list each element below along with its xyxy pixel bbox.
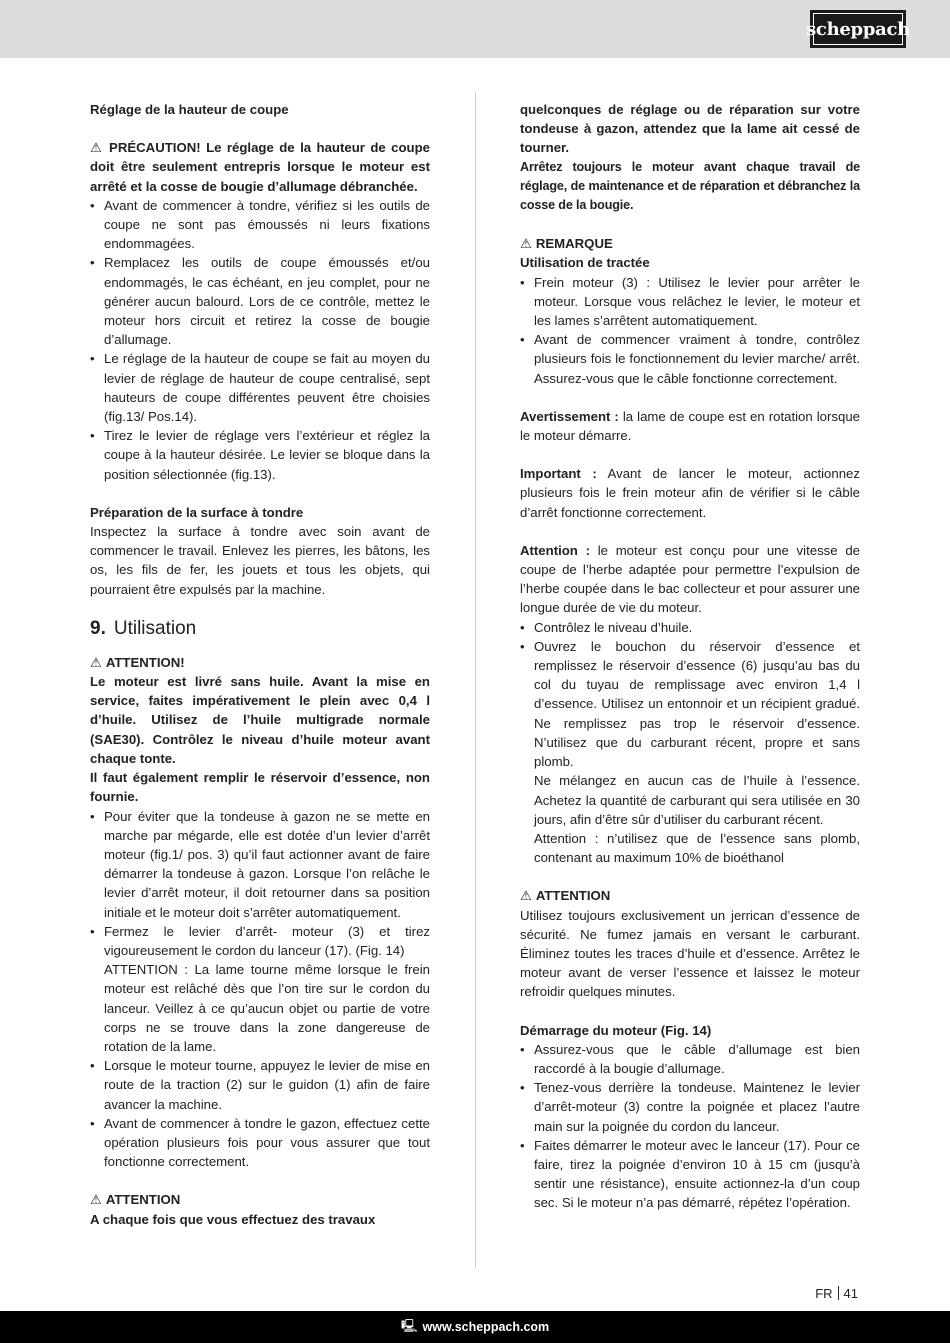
warning-icon: ⚠ xyxy=(520,236,532,252)
left-column xyxy=(90,100,430,1229)
section-title: Utilisation xyxy=(113,617,197,639)
section-heading xyxy=(90,617,430,641)
list-item: • Lorsque le moteur tourne, appuyez le levier de mise en route de la traction (2) sur le guidon (1) afin de faire avancer la machine. xyxy=(90,1056,430,1114)
section-number: 9. xyxy=(90,617,106,639)
list-item: • Faites démarrer le moteur avec le lanceur (17). Pour ce faire, tirez la poignée d’environ 10 à 15 cm (jusqu’à sentir une résistance), ensuite actionnez-la d’un coup sec. Si le moteur n’a pas démarré, répétez l’opération. xyxy=(520,1136,860,1213)
list-item: • Le réglage de la hauteur de coupe se fait au moyen du levier de réglage de hauteur de coupe centralisé, sept hauteurs de coupe différentes peuvent être choisies (fig.13/ Pos.14). xyxy=(90,349,430,426)
list-item: • Avant de commencer vraiment à tondre, contrôlez plusieurs fois le fonctionnement du levier marche/ arrêt. Assurez-vous que le câble fonctionne correctement. xyxy=(520,330,860,388)
bullet-list-usage xyxy=(90,807,430,1172)
stop-engine-text: Arrêtez toujours le moteur avant chaque travail de réglage, de maintenance et de réparation et débranchez la cosse de la bougie. xyxy=(520,159,860,213)
list-item: • Avant de commencer à tondre le gazon, effectuez cette opération plusieurs fois pour vous assurer que tout fonctionne correctement. xyxy=(90,1114,430,1172)
heading-surface-prep: Préparation de la surface à tondre xyxy=(90,504,304,520)
warning-icon: ⚠ xyxy=(90,1192,102,1208)
footer-bar xyxy=(0,1311,950,1343)
brand-logo: scheppach xyxy=(810,10,906,48)
attention-heading: ⚠ ATTENTION xyxy=(520,888,611,904)
list-item: • Ouvrez le bouchon du réservoir d’essence et remplissez le réservoir d’essence (6) jusqu’au bas du col du tuyau de remplissage avec environ 1,4 l d’essence. Utilisez un entonnoir et un récipient gradué. Ne remplissez pas trop le réservoir d’essence. N’utilisez que du carburant récent, propre et sans plomb. Ne mélangez en aucun cas de l’huile à l’essence. Achetez la quantité de carburant qui sera utilisée en 30 jours, afin d’être sûr d’utiliser du carburant récent. Attention : n’utilisez que de l’essence sans plomb, contenant au maximum 10% de bioéthanol xyxy=(520,637,860,867)
right-column xyxy=(520,100,860,1213)
list-item: • Tenez-vous derrière la tondeuse. Maintenez le levier d’arrêt-moteur (3) contre la poignée et placez l’autre main sur la poignée du cordon du lanceur. xyxy=(520,1078,860,1136)
list-item: • Avant de commencer à tondre, vérifiez si les outils de coupe ne sont pas émoussés ni leurs fixations endommagées. xyxy=(90,196,430,254)
page-language: FR xyxy=(815,1286,833,1301)
list-item: • Remplacez les outils de coupe émoussés et/ou endommagés, le cas échéant, en jeu complet, pour ne générer aucun balourd. Lors de ce contrôle, mettez le moteur hors circuit et retirez la cosse de bougie d’allumage. xyxy=(90,253,430,349)
bullet-list-engine-start xyxy=(520,1040,860,1213)
bullet-list-cut-height xyxy=(90,196,430,484)
remark-heading: ⚠ REMARQUE xyxy=(520,236,613,252)
list-item: • Contrôlez le niveau d’huile. xyxy=(520,618,860,637)
attention-fuel-safety: Utilisez toujours exclusivement un jerrican d’essence de sécurité. Ne fumez jamais en versant le carburant. Éliminez toutes les traces d’huile et d’essence. Arrêtez le moteur avant de verser l’essence et laissez le moteur refroidir quelques minutes. xyxy=(520,907,860,1000)
caution-cut-height: ⚠ PRÉCAUTION! Le réglage de la hauteur de coupe doit être seulement entrepris lorsque le moteur est arrêté et la cosse de bougie d’allumage débranchée. xyxy=(90,140,430,194)
heading-cut-height: Réglage de la hauteur de coupe xyxy=(90,102,289,117)
heading-engine-start: Démarrage du moteur (Fig. 14) xyxy=(520,1022,712,1038)
warning-paragraph: Avertissement : la lame de coupe est en rotation lorsque le moteur démarre. xyxy=(520,408,860,444)
website-link[interactable]: www.scheppach.com xyxy=(422,1320,550,1334)
attention-text: A chaque fois que vous effectuez des travaux xyxy=(90,1211,376,1227)
column-divider xyxy=(475,92,476,1268)
remark-subheading: Utilisation de tractée xyxy=(520,255,650,271)
attention-text-continued: quelconques de réglage ou de réparation sur votre tondeuse à gazon, attendez que la lame ait cessé de tourner. xyxy=(520,102,860,156)
warning-icon: ⚠ xyxy=(520,888,532,904)
list-item: • Assurez-vous que le câble d’allumage est bien raccordé à la bougie d’allumage. xyxy=(520,1040,860,1078)
list-item: • Tirez le levier de réglage vers l’extérieur et réglez la coupe à la hauteur désirée. Le levier se bloque dans la position sélectionnée (fig.13). xyxy=(90,426,430,484)
warning-icon: ⚠ xyxy=(90,654,102,670)
attention-paragraph: Attention : le moteur est conçu pour une vitesse de coupe de l’herbe adaptée pour permettre l’expulsion de l’herbe coupée dans le bac collecteur et pour assurer une longue durée de vie du moteur. xyxy=(520,542,860,616)
bullet-list-remark xyxy=(520,273,860,388)
page-number xyxy=(815,1286,858,1301)
header-bar xyxy=(0,0,950,58)
attention-heading: ⚠ ATTENTION xyxy=(90,1192,181,1208)
paragraph-surface-prep: Inspectez la surface à tondre avec soin avant de commencer le travail. Enlevez les pierres, les bâtons, les os, les fils de fer, les jouets et tous les objets, qui pourraient être expulsés par la machine. xyxy=(90,524,430,597)
important-paragraph: Important : Avant de lancer le moteur, actionnez plusieurs fois le frein moteur afin de vérifier si le câble d’arrêt fonctionne correctement. xyxy=(520,466,860,520)
list-item: • Frein moteur (3) : Utilisez le levier pour arrêter le moteur. Lorsque vous relâchez le levier, le moteur et les lames s’arrêtent automatiquement. xyxy=(520,273,860,331)
attention-heading: ⚠ ATTENTION! xyxy=(90,654,185,670)
page-index: 41 xyxy=(843,1286,858,1301)
attention-fuel-text: Il faut également remplir le réservoir d’essence, non fournie. xyxy=(90,770,430,805)
attention-oil-text: Le moteur est livré sans huile. Avant la mise en service, faites impérativement le plein avec 0,4 l d’huile. Utilisez de l’huile multigrade normale (SAE30). Contrôlez le niveau d’huile moteur avant chaque tonte. xyxy=(90,674,430,766)
monitor-icon: 🖳 xyxy=(400,1318,418,1333)
bullet-list-fuel xyxy=(520,618,860,868)
list-item: • Pour éviter que la tondeuse à gazon ne se mette en marche par mégarde, elle est dotée d’un levier d’arrêt moteur (fig.1/ pos. 3) qu’il faut actionner avant de faire démarrer la tondeuse à gazon. Lorsque l’on relâche le levier d’arrêt moteur, il doit retourner dans sa position initiale et le moteur doit s’arrêter automatiquement. xyxy=(90,807,430,922)
list-item: • Fermez le levier d’arrêt- moteur (3) et tirez vigoureusement le cordon du lanceur (17). (Fig. 14) ATTENTION : La lame tourne même lorsque le frein moteur est relâché dès que l’on tire sur le cordon du lanceur. Veillez à ce qu’aucun objet ou partie de votre corps ne se trouve dans la zone dangereuse de rotation de la lame. xyxy=(90,922,430,1056)
